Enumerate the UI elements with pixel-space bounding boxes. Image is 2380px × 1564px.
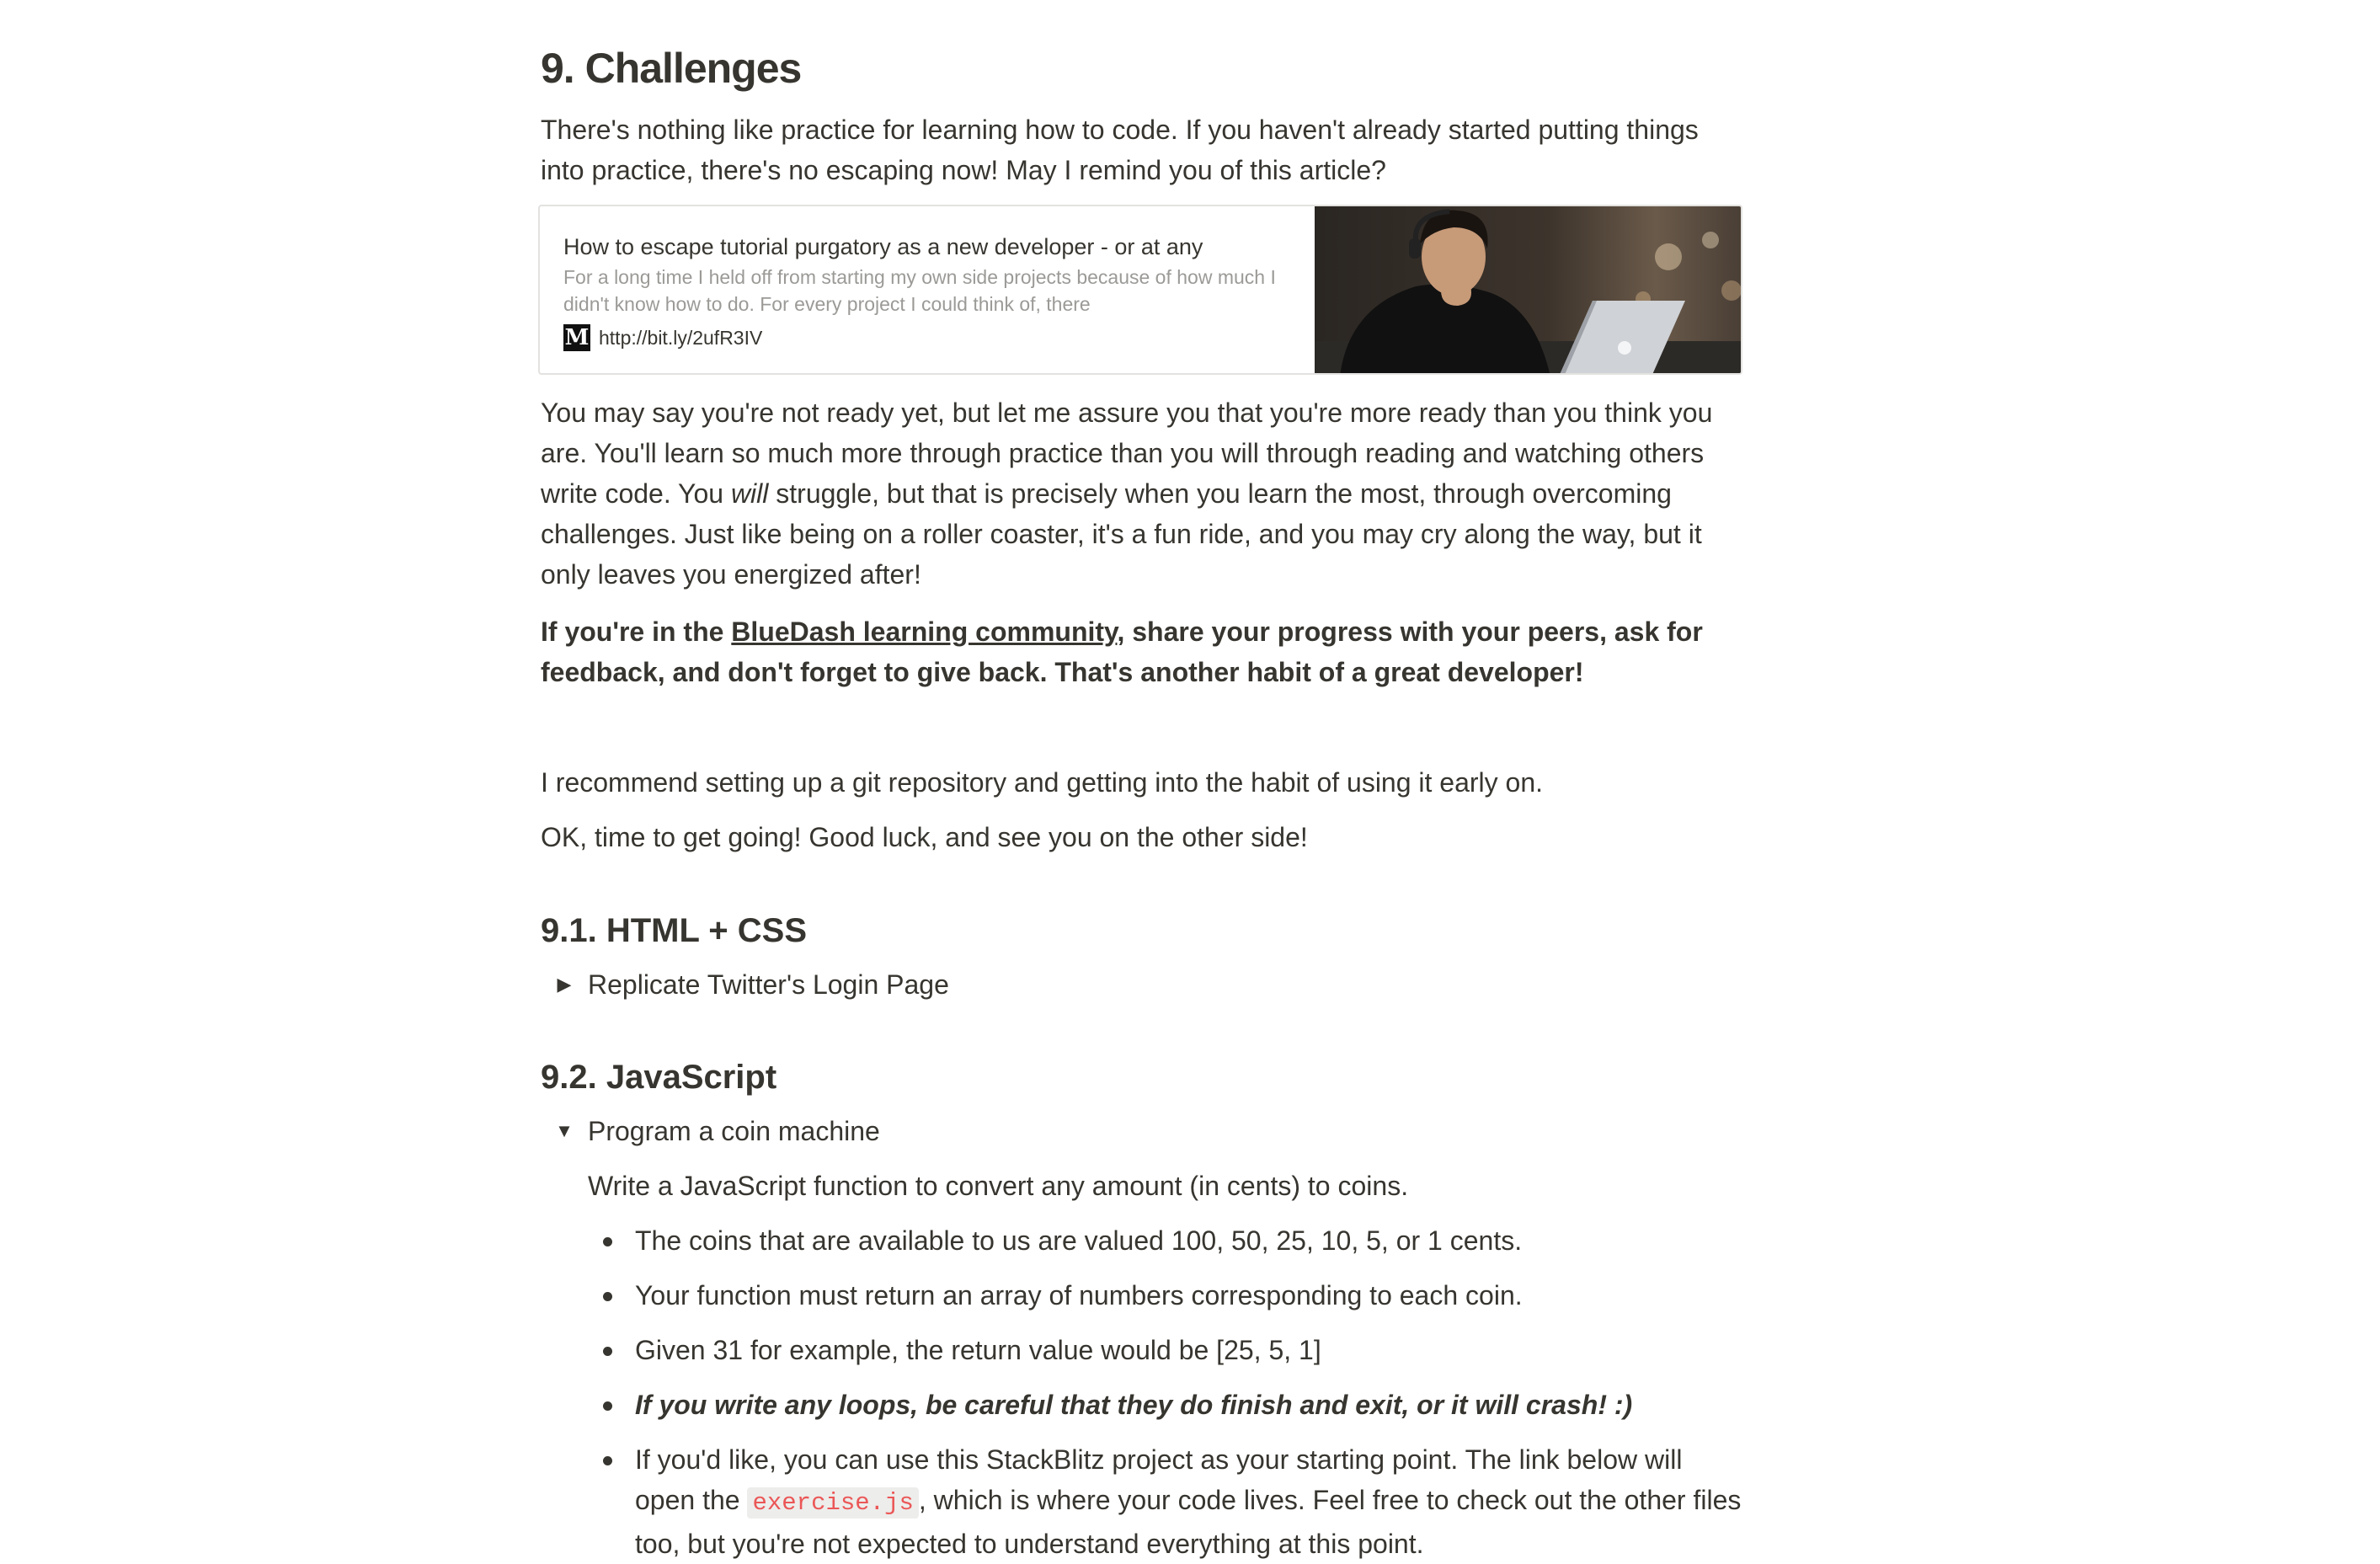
bullet-icon: [603, 1456, 612, 1465]
bookmark-url-row: [563, 324, 1291, 351]
list-item: The coins that are available to us are valued 100, 50, 25, 10, 5, or 1 cents.: [588, 1220, 1745, 1261]
list-item: If you'd like, you can use this StackBlitz project as your starting point. The link below will open the exercise.js , which is where your code lives. Feel free to check out the other files too, but you're not expected to understand everything at this point.: [588, 1439, 1745, 1564]
bullet-icon: [603, 1292, 612, 1301]
emphasis-will: will: [730, 478, 769, 509]
bookmark-card[interactable]: [538, 205, 1742, 375]
page-heading: 9. Challenges: [541, 45, 802, 92]
list-item: If you write any loops, be careful that they do finish and exit, or it will crash! :): [588, 1385, 1745, 1425]
section-heading-javascript: 9.2. JavaScript: [541, 1059, 777, 1096]
toggle-coin-machine[interactable]: [541, 1111, 880, 1151]
triangle-right-icon[interactable]: ▶: [557, 974, 572, 995]
section-heading-html-css: 9.1. HTML + CSS: [541, 912, 808, 949]
toggle-label: Program a coin machine: [588, 1116, 880, 1146]
bookmark-title: How to escape tutorial purgatory as a new developer - or at any: [563, 234, 1203, 259]
bluedash-community-link[interactable]: BlueDash learning community: [731, 617, 1118, 647]
bookmark-url: http://bit.ly/2ufR3IV: [599, 326, 763, 349]
community-paragraph: If you're in the BlueDash learning community, share your progress with your peers, ask for feedback, and don't forget to give back. That's another habit of a great developer!: [541, 617, 1703, 687]
bullet-icon: [603, 1237, 612, 1246]
toggle-replicate-twitter[interactable]: [541, 964, 949, 1005]
bookmark-text: [540, 206, 1315, 373]
toggle-label: Replicate Twitter's Login Page: [588, 969, 949, 1000]
good-luck-paragraph: OK, time to get going! Good luck, and see you on the other side!: [541, 822, 1308, 852]
list-item: Given 31 for example, the return value would be [25, 5, 1]: [588, 1330, 1745, 1370]
triangle-down-icon[interactable]: ▼: [555, 1120, 574, 1141]
bookmark-thumbnail-image: [1315, 206, 1741, 375]
bullet-icon: [603, 1347, 612, 1356]
git-paragraph: I recommend setting up a git repository and getting into the habit of using it early on.: [541, 767, 1544, 798]
bookmark-description: For a long time I held off from starting my own side projects because of how much I didn't know how to do. For every project I could think of, there: [563, 266, 1276, 315]
bullet-icon: [603, 1401, 612, 1411]
developer-photo: [1315, 206, 1741, 375]
practice-paragraph: You may say you're not ready yet, but let me assure you that you're more ready than you think you are. You'll learn so much more through practice than you will through reading and watching others write code. You will struggle, but that is precisely when you learn the most, through overcoming challenges. Just like being on a roller coaster, it's a fun ride, and you may cry along the way, but it only leaves you energized after!: [541, 398, 1713, 590]
coin-machine-intro: Write a JavaScript function to convert any amount (in cents) to coins.: [588, 1171, 1409, 1201]
intro-paragraph: There's nothing like practice for learning how to code. If you haven't already started putting things into practice, there's no escaping now! May I remind you of this article?: [541, 115, 1699, 185]
medium-icon: M: [564, 325, 590, 350]
exercise-js-code: exercise.js: [747, 1487, 918, 1519]
list-item: Your function must return an array of numbers corresponding to each coin.: [588, 1275, 1745, 1316]
